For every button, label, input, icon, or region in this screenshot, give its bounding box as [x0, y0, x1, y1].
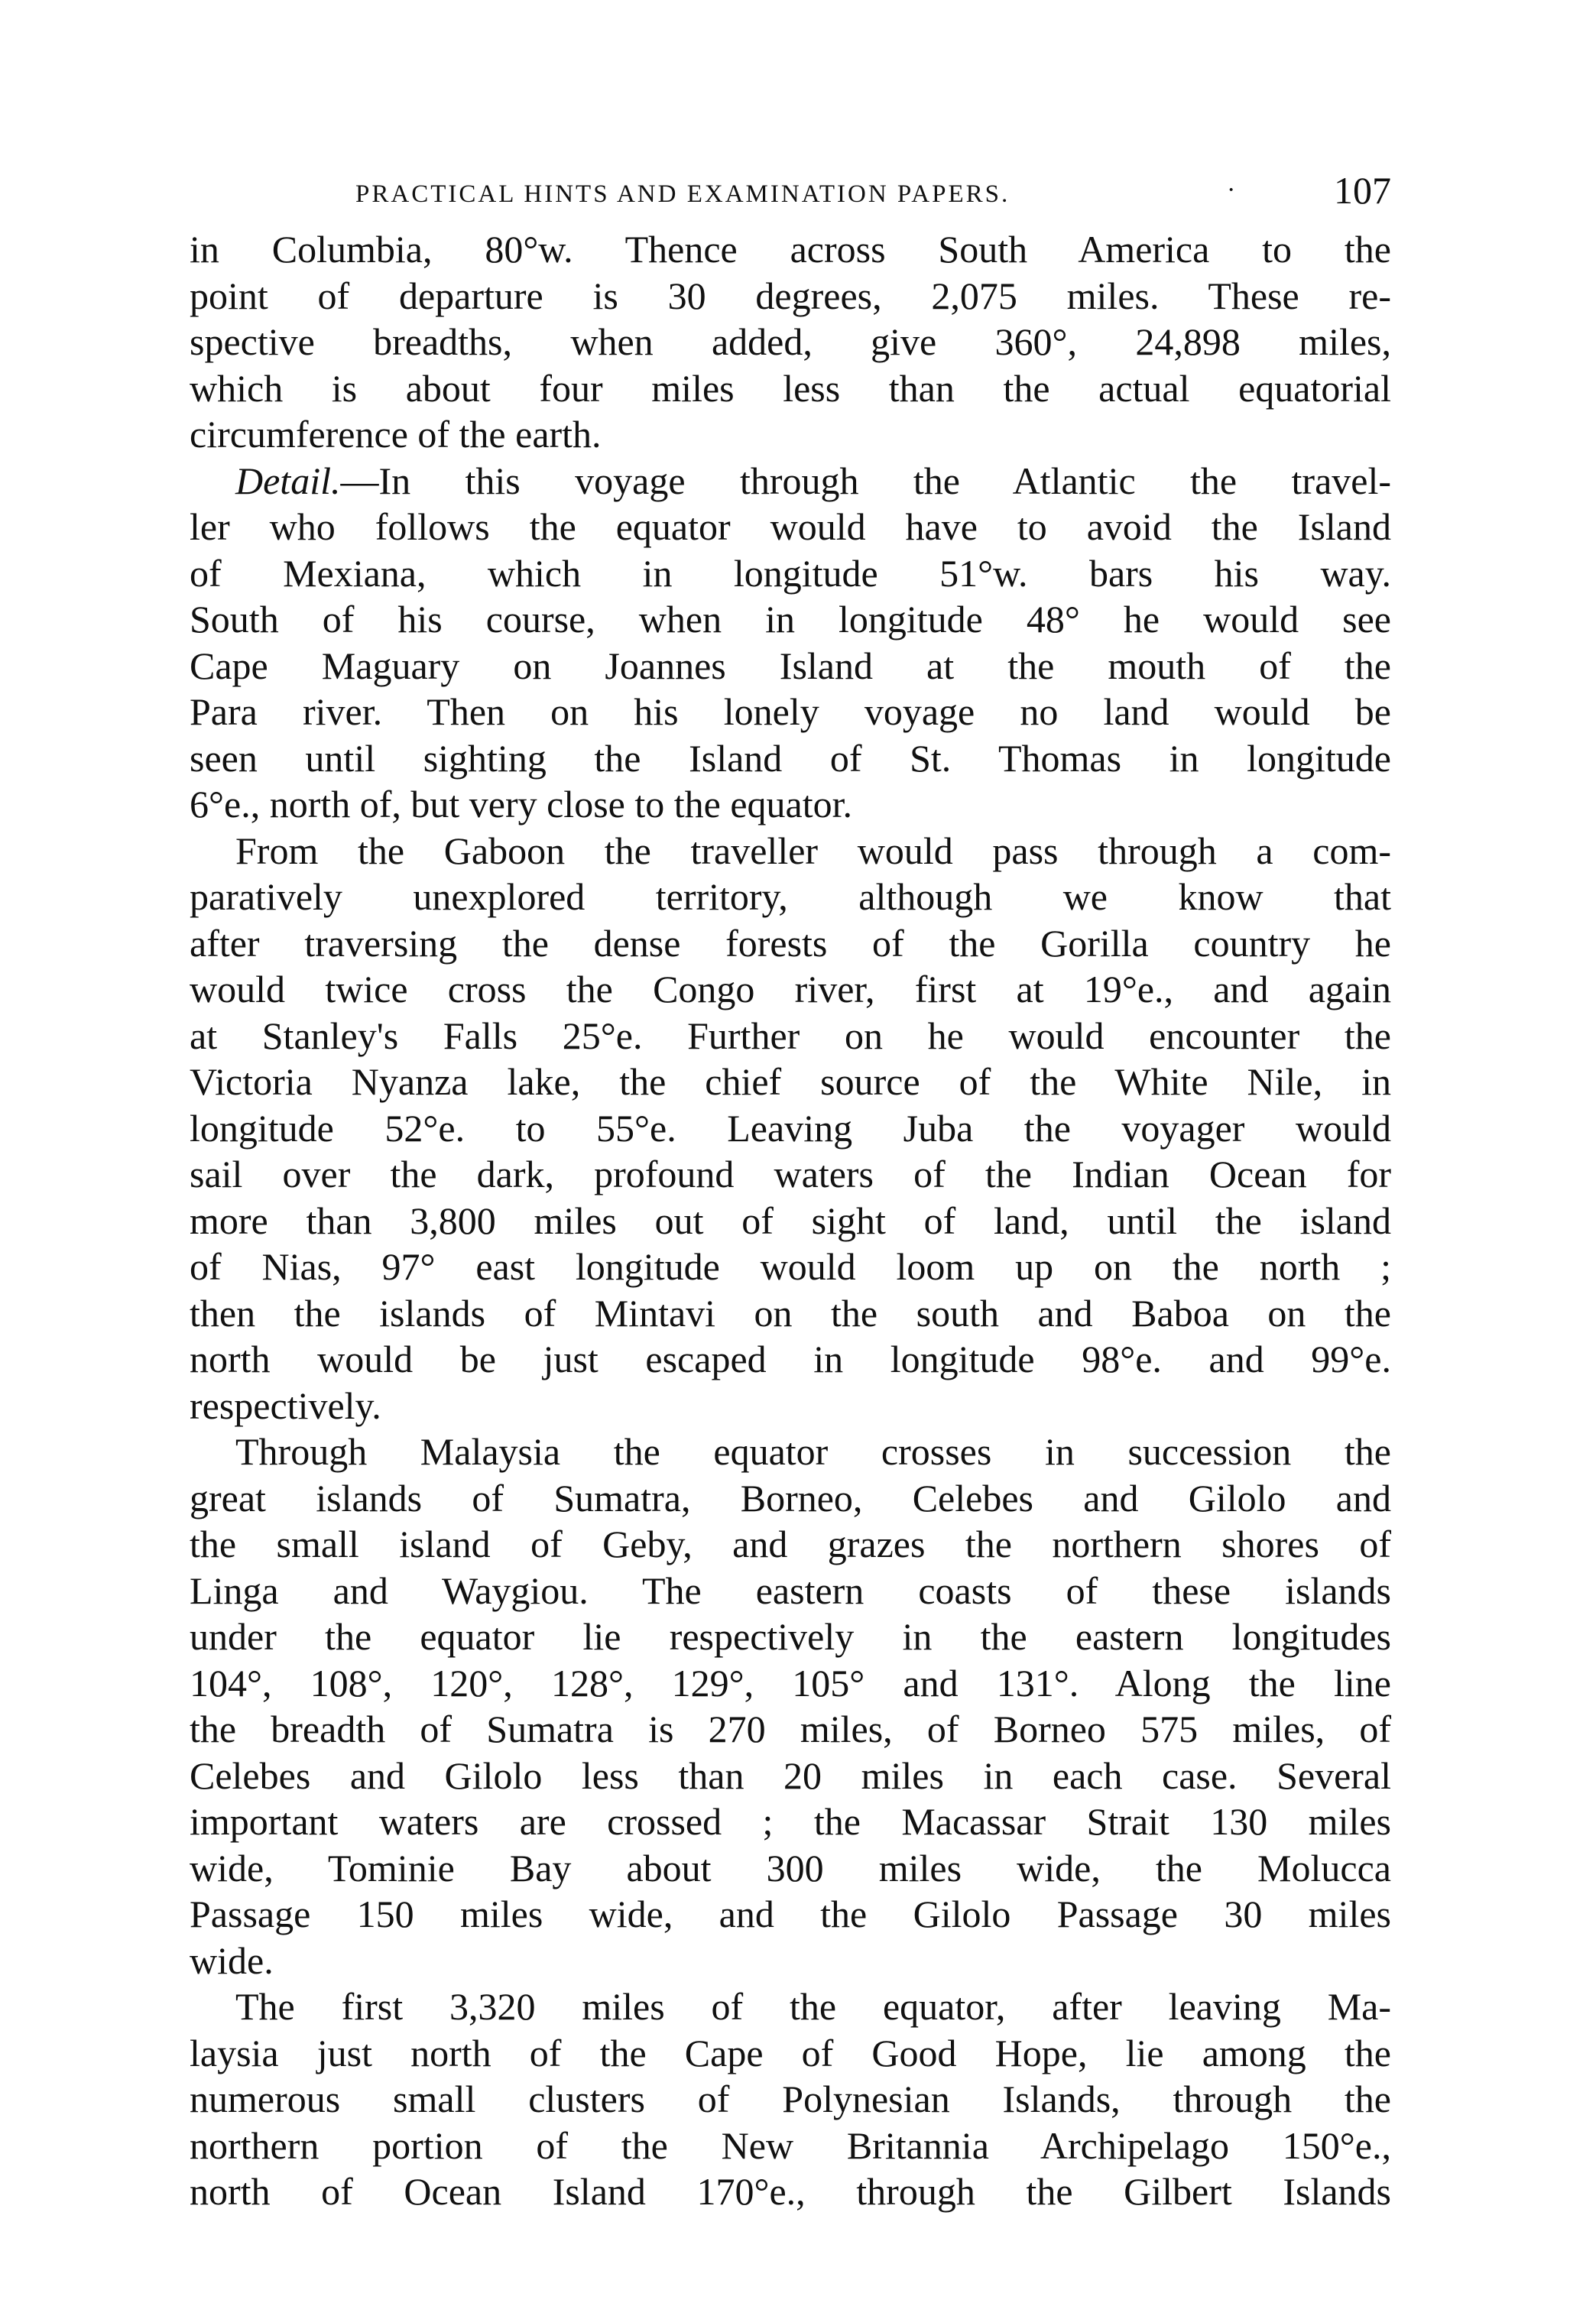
text-line: point of departure is 30 degrees, 2,075 miles. These re- [190, 274, 1391, 317]
text-line: then the islands of Mintavi on the south and Baboa on the [190, 1291, 1391, 1335]
running-title: PRACTICAL HINTS AND EXAMINATION PAPERS. [355, 180, 1010, 208]
text-line: northern portion of the New Britannia Archipelago 150°e., [190, 2123, 1391, 2167]
text-line: north would be just escaped in longitude 98°e. and 99°e. [190, 1338, 1391, 1380]
text-line: great islands of Sumatra, Borneo, Celebes and Gilolo and [190, 1476, 1391, 1520]
text-line: of Mexiana, which in longitude 51°w. bars his way. [190, 551, 1391, 595]
text-line: the small island of Geby, and grazes the northern shores of [190, 1523, 1391, 1565]
detail-label: Detail. [235, 459, 341, 502]
text-line: Para river. Then on his lonely voyage no land would be [190, 690, 1391, 733]
text-line: numerous small clusters of Polynesian Islands, through the [190, 2078, 1391, 2120]
text-line: spective breadths, when added, give 360°, 24,898 miles, [190, 320, 1391, 363]
text-line: seen until sighting the Island of St. Thomas in longitude [190, 736, 1391, 780]
text-line: at Stanley's Falls 25°e. Further on he would encounter the [190, 1014, 1391, 1057]
text-line: South of his course, when in longitude 48° he would see [190, 598, 1391, 641]
text-line: Victoria Nyanza lake, the chief source of the White Nile, in [190, 1060, 1391, 1103]
text-line: Passage 150 miles wide, and the Gilolo Passage 30 miles [190, 1893, 1391, 1935]
text-line: laysia just north of the Cape of Good Hope, lie among the [190, 2031, 1391, 2074]
text-line: which is about four miles less than the actual equatorial [190, 366, 1391, 410]
text-line: From the Gaboon the traveller would pass through a com- [235, 829, 1391, 872]
text-line: The first 3,320 miles of the equator, after leaving Ma- [235, 1985, 1391, 2028]
body-text [190, 226, 1391, 2215]
running-head [191, 170, 1391, 212]
text-line: 6°e., north of, but very close to the equator. [190, 783, 852, 826]
text-line: circumference of the earth. [190, 413, 602, 456]
text-line: paratively unexplored territory, although we know that [190, 875, 1391, 918]
text-line [190, 458, 1391, 504]
text-line: ler who follows the equator would have to avoid the Island [190, 505, 1391, 548]
text-line: north of Ocean Island 170°e., through the Gilbert Islands [190, 2170, 1391, 2213]
text-line: longitude 52°e. to 55°e. Leaving Juba the voyager would [190, 1106, 1391, 1150]
text-line: important waters are crossed ; the Macassar Strait 130 miles [190, 1800, 1391, 1843]
text-line: in Columbia, 80°w. Thence across South America to the [190, 228, 1391, 271]
text-line: wide. [190, 1938, 274, 1982]
text-line: after traversing the dense forests of the Gorilla country he [190, 921, 1391, 965]
text-line: of Nias, 97° east longitude would loom up on the north ; [190, 1245, 1391, 1288]
text-line: wide, Tominie Bay about 300 miles wide, the Molucca [190, 1846, 1391, 1889]
text-line: respectively. [190, 1383, 381, 1427]
text-line: Through Malaysia the equator crosses in succession the [235, 1430, 1391, 1473]
text-line: Cape Maguary on Joannes Island at the mouth of the [190, 644, 1391, 687]
text-line: Celebes and Gilolo less than 20 miles in each case. Several [190, 1753, 1391, 1797]
text-line: under the equator lie respectively in the eastern longitudes [190, 1615, 1391, 1658]
text-line: more than 3,800 miles out of sight of land, until the island [190, 1199, 1391, 1242]
page-number: 107 [1334, 169, 1391, 212]
text-line: would twice cross the Congo river, first at 19°e., and again [190, 968, 1391, 1010]
text-line: 104°, 108°, 120°, 128°, 129°, 105° and 131°. Along the line [190, 1661, 1391, 1705]
detail-line-text: —In this voyage through the Atlantic the travel- [340, 459, 1391, 502]
text-line: Linga and Waygiou. The eastern coasts of these islands [190, 1568, 1391, 1612]
text-line: the breadth of Sumatra is 270 miles, of Borneo 575 miles, of [190, 1708, 1391, 1750]
text-line: sail over the dark, profound waters of the Indian Ocean for [190, 1153, 1391, 1195]
header-dot: · [1227, 176, 1236, 204]
